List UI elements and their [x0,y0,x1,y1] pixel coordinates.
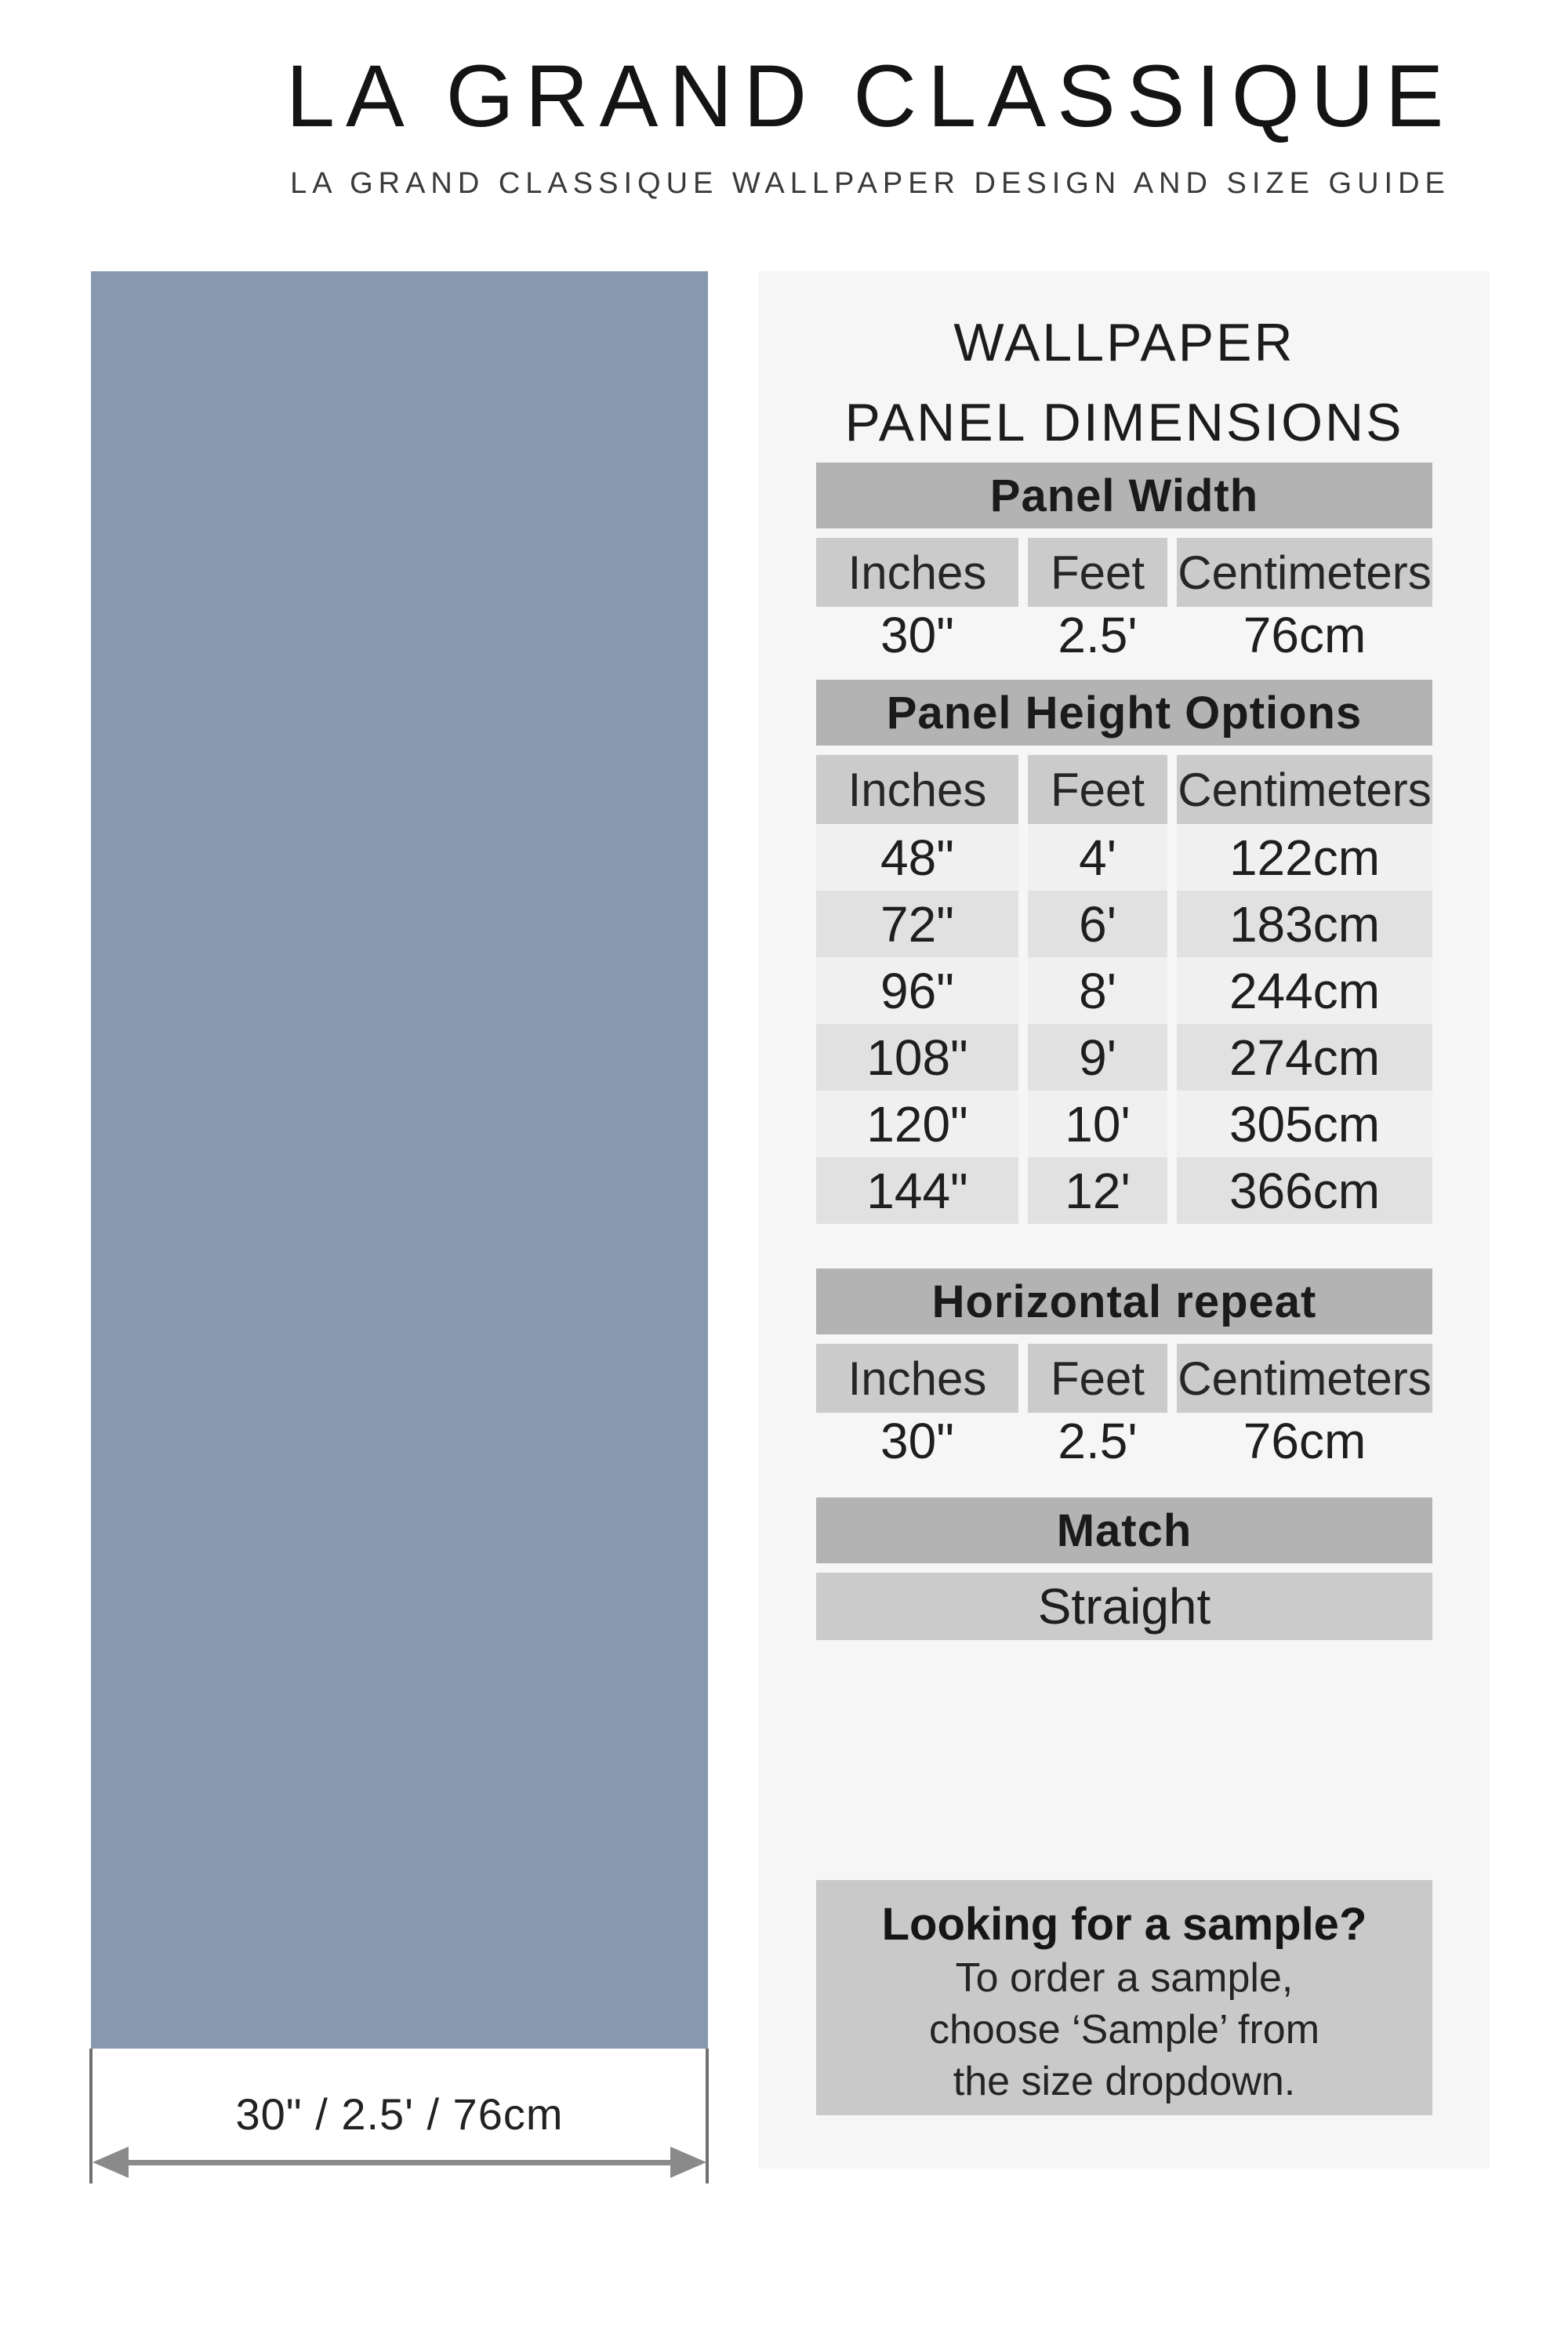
height-centimeters-value: 122cm [1177,824,1432,891]
table-row [816,891,1432,957]
height-feet-value: 9' [1028,1024,1167,1091]
sample-box-title: Looking for a sample? [881,1899,1367,1950]
height-feet-value: 4' [1028,824,1167,891]
column-header-inches: Inches [816,755,1018,824]
dimensions-panel [759,271,1490,2169]
brand-title: LA GRAND CLASSIQUE [285,47,1455,145]
panel-width-column-headers [816,538,1432,607]
panel-height-column-headers [816,755,1432,824]
column-header-inches: Inches [816,538,1018,607]
table-row [816,1024,1432,1091]
column-header-feet: Feet [1028,1344,1167,1413]
column-header-centimeters: Centimeters [1177,1344,1432,1413]
section-panel-width [816,463,1432,663]
header-subtitle: LA GRAND CLASSIQUE WALLPAPER DESIGN AND SIZE GUIDE [290,167,1450,200]
section-panel-height-options [816,680,1432,1224]
height-inches-value: 72" [816,891,1018,957]
column-header-feet: Feet [1028,538,1167,607]
column-header-centimeters: Centimeters [1177,755,1432,824]
table-row [816,957,1432,1024]
height-feet-value: 10' [1028,1091,1167,1157]
height-feet-value: 8' [1028,957,1167,1024]
panel-width-header: Panel Width [816,463,1432,528]
column-header-inches: Inches [816,1344,1018,1413]
height-inches-value: 144" [816,1157,1018,1224]
height-centimeters-value: 183cm [1177,891,1432,957]
panel-title-line1: WALLPAPER [953,313,1295,372]
table-row [816,1157,1432,1224]
horizontal-repeat-values-row [816,1413,1432,1469]
panel-width-feet-value: 2.5' [1058,607,1138,663]
arrow-line [118,2160,681,2165]
repeat-feet-value: 2.5' [1058,1413,1138,1469]
height-inches-value: 96" [816,957,1018,1024]
height-centimeters-value: 244cm [1177,957,1432,1024]
height-centimeters-value: 305cm [1177,1091,1432,1157]
section-horizontal-repeat [816,1269,1432,1469]
column-header-feet: Feet [1028,755,1167,824]
height-centimeters-value: 274cm [1177,1024,1432,1091]
panel-width-centimeters-value: 76cm [1243,607,1367,663]
height-inches-value: 108" [816,1024,1018,1091]
height-inches-value: 120" [816,1091,1018,1157]
panel-title-line2: PANEL DIMENSIONS [844,393,1404,452]
section-match [816,1497,1432,1640]
repeat-inches-value: 30" [880,1413,954,1469]
panel-height-header: Panel Height Options [816,680,1432,746]
match-value-row [816,1573,1432,1640]
panel-width-values-row [816,607,1432,663]
height-feet-value: 6' [1028,891,1167,957]
horizontal-repeat-header: Horizontal repeat [816,1269,1432,1334]
height-inches-value: 48" [816,824,1018,891]
sample-info-box [816,1880,1432,2115]
column-header-centimeters: Centimeters [1177,538,1432,607]
horizontal-repeat-column-headers [816,1344,1432,1413]
arrowhead-right-icon [670,2147,706,2178]
wallpaper-swatch [91,271,708,2049]
table-row [816,1091,1432,1157]
sample-box-line3: the size dropdown. [953,2059,1296,2104]
swatch-width-label: 30" / 2.5' / 76cm [235,2089,564,2139]
repeat-centimeters-value: 76cm [1243,1413,1367,1469]
panel-title [816,303,1432,463]
panel-width-inches-value: 30" [880,607,954,663]
match-header: Match [816,1497,1432,1563]
match-value: Straight [816,1573,1432,1640]
header [172,45,1568,201]
sample-box-line1: To order a sample, [955,1955,1294,2001]
width-measure-arrow [93,2147,706,2178]
table-row [816,824,1432,891]
sample-box-line2: choose ‘Sample’ from [928,2007,1320,2053]
height-centimeters-value: 366cm [1177,1157,1432,1224]
height-feet-value: 12' [1028,1157,1167,1224]
